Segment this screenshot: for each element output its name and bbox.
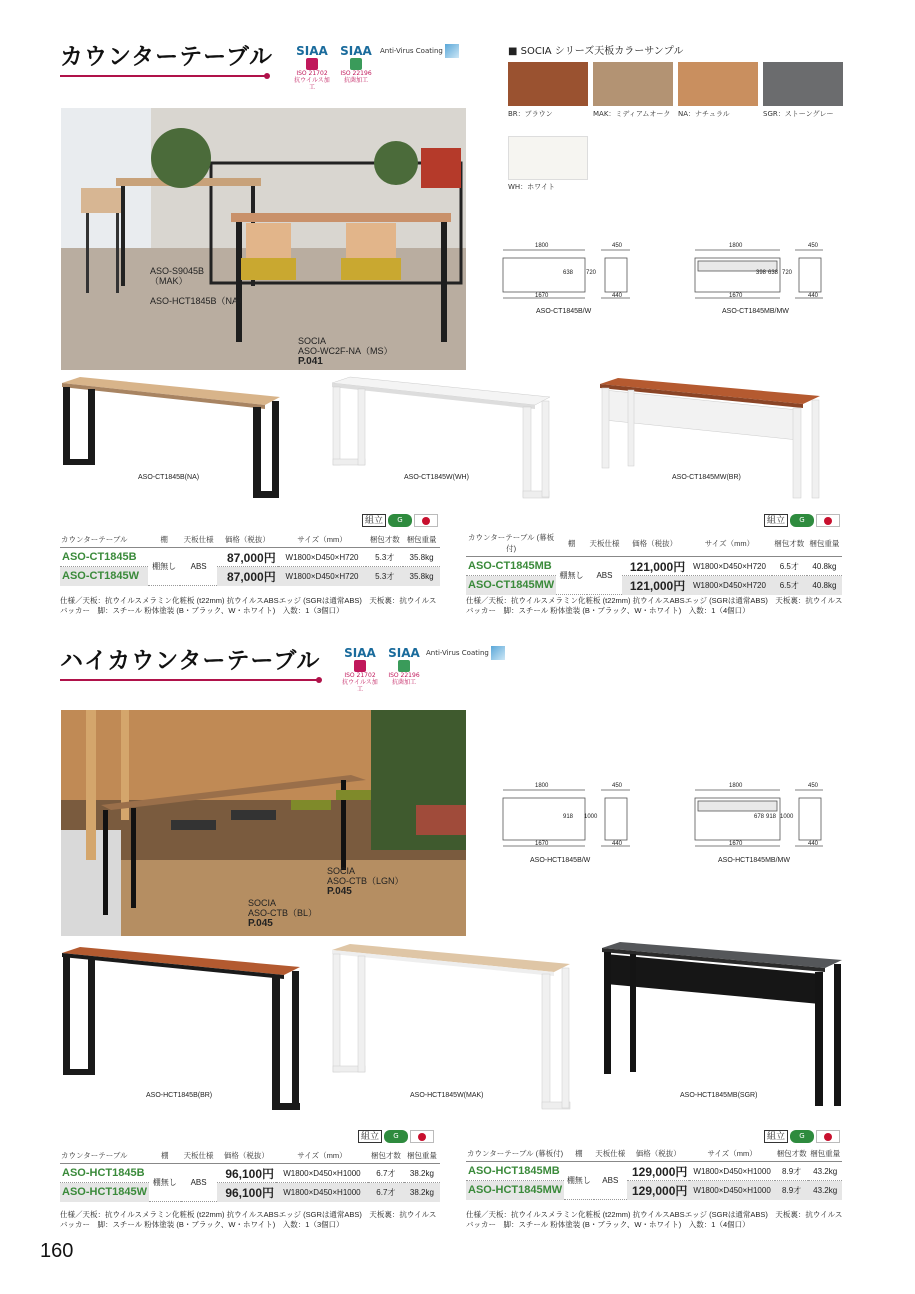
dim-inner-depth: 440 bbox=[612, 841, 623, 847]
product-label: ASO-HCT1845W(MAK) bbox=[410, 1092, 484, 1099]
assembly-badges bbox=[764, 514, 840, 527]
assembly-badge: 組立 bbox=[362, 514, 386, 527]
section1-title: カウンターテーブル bbox=[60, 44, 274, 70]
spec-table-ct-m: カウンターテーブル (幕板付) 棚 天板仕様 価格（税抜） サイズ（mm） 梱包才数 梱包重量 ASO-CT1845MB 棚無し ABS 121,000円 W1800×D450×H720 6.5才 40.8kg ASO-CT1845MW 121,000円 W1800×D450×H720 6.5才 40.8kg bbox=[466, 530, 842, 595]
swatch-heading: ■ SOCIA シリーズ天板カラーサンプル bbox=[508, 46, 684, 57]
japan-flag-icon bbox=[410, 1130, 434, 1143]
dim-inner-depth: 440 bbox=[612, 293, 623, 299]
dim-height: 720 bbox=[782, 270, 793, 276]
dim-depth: 450 bbox=[612, 243, 623, 249]
dim-inner-depth: 440 bbox=[808, 293, 819, 299]
siaa-mark-icon bbox=[398, 660, 410, 672]
siaa-antibacterial-badge: SIAA ISO 22196 抗菌加工 bbox=[340, 44, 372, 84]
model-code: ASO-CT1845MW bbox=[466, 576, 556, 595]
product-image-ct1845w bbox=[330, 375, 550, 500]
model-code: ASO-HCT1845MW bbox=[466, 1181, 564, 1200]
spec-note: 仕様／天板：抗ウイルスメラミン化粧板 (t22mm) 抗ウイルスABSエッジ (SGRは通常ABS) 天板裏：抗ウイルス bbox=[60, 596, 437, 605]
dim-depth: 450 bbox=[612, 783, 623, 789]
product-image-hct1845mb bbox=[600, 942, 845, 1112]
spec-note: バッカー 脚：スチール 粉体塗装 (B・ブラック、W・ホワイト) 入数：1（4個口） bbox=[466, 1220, 750, 1229]
title-dot bbox=[316, 677, 322, 683]
product-image-ct1845b bbox=[60, 375, 280, 500]
green-mark-icon: G bbox=[790, 514, 814, 527]
swatch-label: NA：ナチュラル bbox=[678, 110, 730, 118]
title-underline bbox=[60, 679, 318, 681]
model-code: ASO-CT1845B bbox=[60, 548, 148, 567]
price: 96,100円 bbox=[217, 1183, 276, 1202]
model-code: ASO-CT1845MB bbox=[466, 557, 556, 576]
price: 96,100円 bbox=[217, 1164, 276, 1183]
anti-virus-coating-badge: Anti-Virus Coating bbox=[380, 44, 459, 58]
siaa-antivirus-badge: SIAA ISO 21702 抗ウイルス加工 bbox=[294, 44, 330, 91]
product-label: ASO-HCT1845B(BR) bbox=[146, 1092, 213, 1099]
product-label: ASO-CT1845B(NA) bbox=[138, 474, 200, 481]
section2-title: ハイカウンターテーブル bbox=[60, 648, 321, 674]
japan-flag-icon bbox=[414, 514, 438, 527]
title-dot bbox=[264, 73, 270, 79]
spec-note: 仕様／天板：抗ウイルスメラミン化粧板 (t22mm) 抗ウイルスABSエッジ (SGRは通常ABS) 天板裏：抗ウイルス bbox=[60, 1210, 437, 1219]
avc-logo-icon bbox=[445, 44, 459, 58]
swatch-wh bbox=[508, 136, 588, 180]
dim-width: 1800 bbox=[535, 243, 549, 249]
siaa-antivirus-badge: SIAA ISO 21702 抗ウイルス加工 bbox=[342, 646, 378, 693]
spec-note: 仕様／天板：抗ウイルスメラミン化粧板 (t22mm) 抗ウイルスABSエッジ (SGRは通常ABS) 天板裏：抗ウイルス bbox=[466, 596, 843, 605]
swatch-label: SGR：ストーングレー bbox=[763, 110, 834, 118]
dim-inner-width: 1670 bbox=[535, 841, 549, 847]
price: 121,000円 bbox=[622, 576, 687, 595]
price: 121,000円 bbox=[622, 557, 687, 576]
swatch-na bbox=[678, 62, 758, 106]
spec-note: バッカー 脚：スチール 粉体塗装 (B・ブラック、W・ホワイト) 入数：1（3個口） bbox=[60, 1220, 344, 1229]
product-label: ASO-CT1845MW(BR) bbox=[672, 474, 741, 481]
swatch-br bbox=[508, 62, 588, 106]
model-code: ASO-HCT1845B bbox=[60, 1164, 149, 1183]
assembly-badges bbox=[362, 514, 438, 527]
siaa-mark-icon bbox=[354, 660, 366, 672]
dim-inner-depth: 440 bbox=[808, 841, 819, 847]
green-mark-icon: G bbox=[384, 1130, 408, 1143]
green-mark-icon: G bbox=[790, 1130, 814, 1143]
photo-caption-stool-lgn: SOCIA ASO-CTB（LGN） P.045 bbox=[327, 866, 404, 897]
assembly-badges bbox=[358, 1130, 434, 1143]
dim-height-inner: 638 bbox=[563, 270, 574, 276]
japan-flag-icon bbox=[816, 514, 840, 527]
dim-height: 1000 bbox=[780, 814, 794, 820]
assembly-badge: 組立 bbox=[764, 514, 788, 527]
product-image-hct1845w bbox=[330, 942, 572, 1112]
dim-height: 720 bbox=[586, 270, 597, 276]
spec-table-hct: カウンターテーブル 棚 天板仕様 価格（税抜） サイズ（mm） 梱包才数 梱包重量 ASO-HCT1845B 棚無し ABS 96,100円 W1800×D450×H1000 6.7才 38.2kg ASO-HCT1845W 96,100円 W1800×D450×H1000 6.7才 38.2kg bbox=[60, 1148, 440, 1202]
dim-drawing-name: ASO-CT1845MB/MW bbox=[722, 308, 789, 315]
dim-drawing-name: ASO-HCT1845B/W bbox=[530, 857, 591, 864]
avc-logo-icon bbox=[491, 646, 505, 660]
price: 129,000円 bbox=[627, 1181, 689, 1200]
spec-table-hct-m: カウンターテーブル (幕板付) 棚 天板仕様 価格（税抜） サイズ（mm） 梱包才数 梱包重量 ASO-HCT1845MB 棚無し ABS 129,000円 W1800×D450×H1000 8.9才 43.2kg ASO-HCT1845MW 129,000円 W1800×D450×H1000 8.9才 43.2kg bbox=[466, 1146, 842, 1200]
dim-height-leg: 638 bbox=[768, 270, 779, 276]
assembly-badge: 組立 bbox=[764, 1130, 788, 1143]
swatch-label: BR：ブラウン bbox=[508, 110, 553, 118]
dim-height-inner: 678 bbox=[754, 814, 765, 820]
product-label: ASO-CT1845W(WH) bbox=[404, 474, 469, 481]
dim-width: 1800 bbox=[729, 243, 743, 249]
swatch-label: MAK：ミディアムオーク bbox=[593, 110, 671, 118]
siaa-mark-icon bbox=[350, 58, 362, 70]
product-image-ct1845mw bbox=[598, 378, 823, 503]
price: 129,000円 bbox=[627, 1162, 689, 1181]
swatch-label: WH：ホワイト bbox=[508, 183, 555, 191]
siaa-mark-icon bbox=[306, 58, 318, 70]
dim-width: 1800 bbox=[535, 783, 549, 789]
page-number: 160 bbox=[40, 1240, 74, 1262]
price: 87,000円 bbox=[217, 567, 278, 586]
counter-table-photo bbox=[61, 108, 466, 370]
japan-flag-icon bbox=[816, 1130, 840, 1143]
assembly-badges bbox=[764, 1130, 840, 1143]
photo-caption-stool: ASO-S9045B （MAK） bbox=[150, 266, 205, 286]
siaa-antibacterial-badge: SIAA ISO 22196 抗菌加工 bbox=[388, 646, 420, 686]
dim-inner-width: 1670 bbox=[535, 293, 549, 299]
model-code: ASO-CT1845W bbox=[60, 567, 148, 586]
dim-depth: 450 bbox=[808, 243, 819, 249]
price: 87,000円 bbox=[217, 548, 278, 567]
dim-height-inner: 398 bbox=[756, 270, 767, 276]
green-mark-icon: G bbox=[388, 514, 412, 527]
model-code: ASO-HCT1845MB bbox=[466, 1162, 564, 1181]
dim-depth: 450 bbox=[808, 783, 819, 789]
dim-drawing-name: ASO-CT1845B/W bbox=[536, 308, 592, 315]
dimension-drawings-2 bbox=[495, 782, 850, 862]
photo-caption-stool-bl: SOCIA ASO-CTB（BL） P.045 bbox=[248, 898, 318, 929]
spec-note: 仕様／天板：抗ウイルスメラミン化粧板 (t22mm) 抗ウイルスABSエッジ (SGRは通常ABS) 天板裏：抗ウイルス bbox=[466, 1210, 843, 1219]
dim-inner-width: 1670 bbox=[729, 293, 743, 299]
product-image-hct1845b bbox=[60, 945, 302, 1113]
dim-height: 1000 bbox=[584, 814, 598, 820]
model-code: ASO-HCT1845W bbox=[60, 1183, 149, 1202]
anti-virus-coating-badge: Anti-Virus Coating bbox=[426, 646, 505, 660]
dim-width: 1800 bbox=[729, 783, 743, 789]
photo-caption-table: ASO-HCT1845B（NA） bbox=[150, 296, 248, 306]
dim-inner-width: 1670 bbox=[729, 841, 743, 847]
title-underline bbox=[60, 75, 266, 77]
swatch-sgr bbox=[763, 62, 843, 106]
product-label: ASO-HCT1845MB(SGR) bbox=[680, 1092, 758, 1099]
spec-table-ct: カウンターテーブル 棚 天板仕様 価格（税抜） サイズ（mm） 梱包才数 梱包重量 ASO-CT1845B 棚無し ABS 87,000円 W1800×D450×H720 5.3才 35.8kg ASO-CT1845W 87,000円 W1800×D450×H720 5.3才 35.8kg bbox=[60, 532, 440, 586]
dim-height-leg: 918 bbox=[766, 814, 777, 820]
spec-note: バッカー 脚：スチール 粉体塗装 (B・ブラック、W・ホワイト) 入数：1（4個口） bbox=[466, 606, 750, 615]
dim-drawing-name: ASO-HCT1845MB/MW bbox=[718, 857, 790, 864]
spec-note: バッカー 脚：スチール 粉体塗装 (B・ブラック、W・ホワイト) 入数：1（3個口） bbox=[60, 606, 344, 615]
assembly-badge: 組立 bbox=[358, 1130, 382, 1143]
swatch-mak bbox=[593, 62, 673, 106]
dim-height-inner: 918 bbox=[563, 814, 574, 820]
photo-caption-chair: SOCIA ASO-WC2F-NA（MS） P.041 bbox=[298, 336, 393, 367]
